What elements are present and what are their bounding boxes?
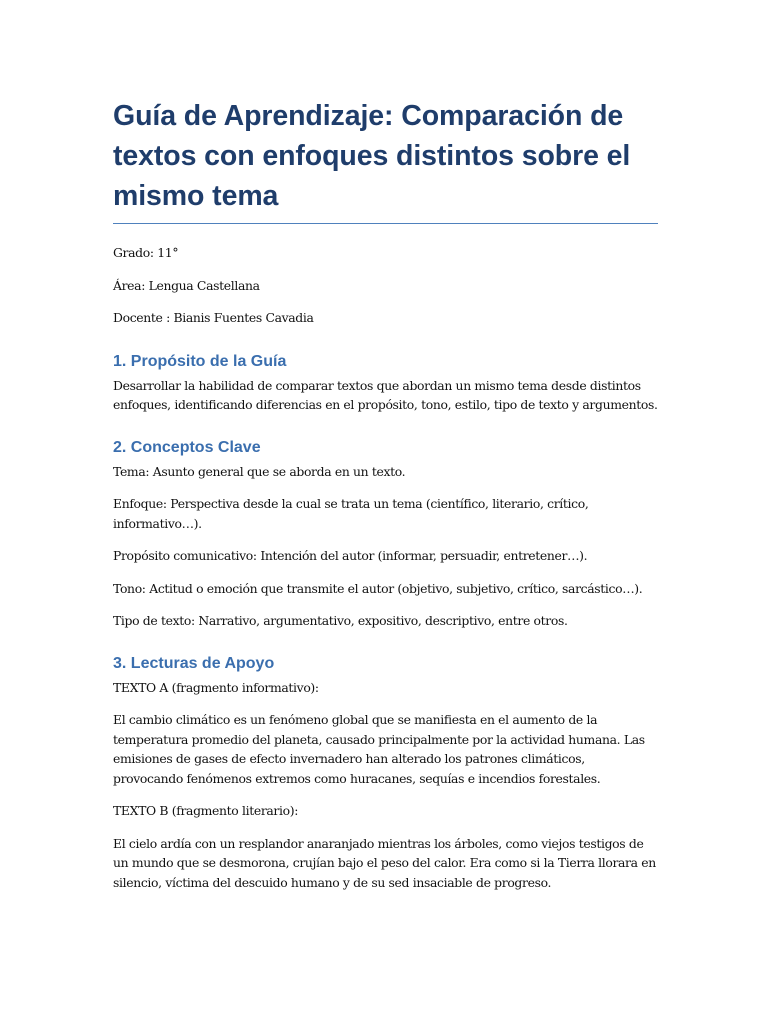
texto-b-paragraph: El cielo ardía con un resplandor anaranjado mientras los árboles, como viejos testigos de un mundo que se desmorona, crujían bajo el peso del calor. Era como si la Tierra llorara en silencio, víctima del descuido humano y de su sed insaciable de progreso. [113, 835, 656, 890]
concepto-proposito: Propósito comunicativo: Intención del autor (informar, persuadir, entretener…). [113, 548, 588, 563]
section-proposito [113, 376, 658, 415]
section-conceptos [113, 462, 658, 631]
texto-a-label: TEXTO A (fragmento informativo): [113, 679, 319, 695]
meta-grado: Grado: 11° [113, 245, 179, 260]
texto-a-paragraph: El cambio climático es un fenómeno global que se manifiesta en el aumento de la temperatura promedio del planeta, causado principalmente por la actividad humana. Las emisiones de gases de efecto invernadero han alterado los patrones climáticos, provocando fenómenos extremos como huracanes, sequías e incendios forestales. [113, 712, 645, 786]
concepto-tipo: Tipo de texto: Narrativo, argumentativo, expositivo, descriptivo, entre otros. [113, 613, 568, 628]
texto-b-label: TEXTO B (fragmento literario): [113, 803, 299, 818]
proposito-text: Desarrollar la habilidad de comparar textos que abordan un mismo tema desde distintos enfoques, identificando diferencias en el propósito, tono, estilo, tipo de texto y argumentos. [113, 377, 658, 412]
document-title: Guía de Aprendizaje: Comparación de textos con enfoques distintos sobre el mismo tema [113, 100, 631, 212]
document-content [113, 96, 658, 905]
concepto-tono: Tono: Actitud o emoción que transmite el autor (objetivo, subjetivo, crítico, sarcástico…). [113, 580, 643, 596]
section-heading-lecturas: 3. Lecturas de Apoyo [113, 654, 275, 672]
meta-docente: Docente : Bianis Fuentes Cavadia [113, 310, 314, 325]
concepto-tema: Tema: Asunto general que se aborda en un texto. [113, 463, 406, 479]
meta-area: Área: Lengua Castellana [113, 277, 260, 293]
section-heading-proposito: 1. Propósito de la Guía [113, 352, 287, 370]
section-lecturas [113, 678, 658, 893]
concepto-enfoque: Enfoque: Perspectiva desde la cual se trata un tema (científico, literario, crítico, informativo…). [113, 496, 589, 531]
title-divider [113, 223, 658, 224]
section-heading-conceptos: 2. Conceptos Clave [113, 438, 261, 456]
document-meta [113, 243, 658, 328]
